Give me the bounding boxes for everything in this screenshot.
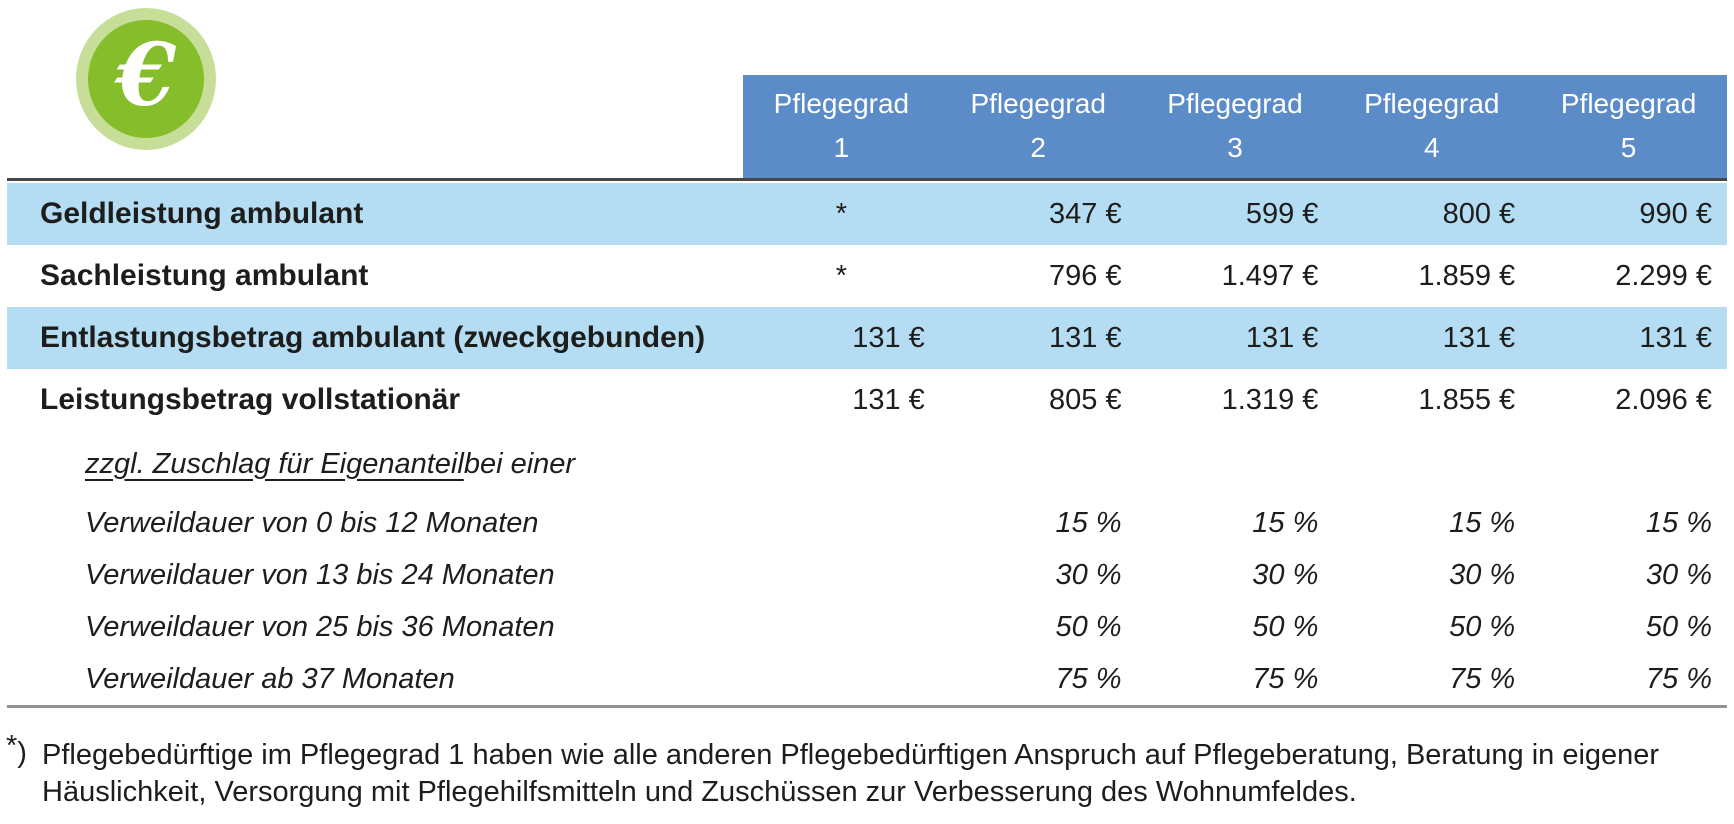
bottom-divider-line <box>7 705 1727 708</box>
table-header-row <box>7 75 1727 178</box>
value-cell: 2.096 € <box>1615 383 1712 416</box>
value-cell: 50 % <box>1449 610 1516 643</box>
column-header-number: 3 <box>1227 132 1243 163</box>
value-cell: 75 % <box>1645 662 1712 695</box>
row-label: Sachleistung ambulant <box>40 259 369 292</box>
value-cell: 15 % <box>1252 506 1319 539</box>
column-header-title: Pflegegrad <box>970 88 1106 119</box>
column-header-number: 1 <box>833 132 850 163</box>
value-cell: 131 € <box>1049 321 1122 354</box>
value-cell: 50 % <box>1252 610 1319 643</box>
column-header-pflegegrad-4 <box>1333 75 1530 178</box>
value-cell: 15 % <box>1449 506 1516 539</box>
footnote-line-2: Häuslichkeit, Versorgung mit Pflegehilfsmitteln und Zuschüssen zur Verbesserung des Wohnumfeldes. <box>42 776 1357 808</box>
column-header-title: Pflegegrad <box>1167 88 1303 119</box>
table-row-sachleistung <box>7 245 1727 307</box>
header-spacer <box>7 75 743 178</box>
column-header-title: Pflegegrad <box>1364 88 1500 119</box>
value-cell: 599 € <box>1245 197 1319 230</box>
value-cell: 50 % <box>1055 610 1122 643</box>
column-header-pflegegrad-1 <box>743 75 940 178</box>
row-label: Verweildauer ab 37 Monaten <box>85 662 455 695</box>
table-row-geldleistung <box>7 183 1727 245</box>
euro-symbol: € <box>116 24 176 126</box>
column-header-pflegegrad-3 <box>1137 75 1334 178</box>
value-cell: 50 % <box>1645 610 1712 643</box>
surcharge-intro-label <box>7 431 1727 497</box>
value-cell: 75 % <box>1055 662 1122 695</box>
value-cell: 131 € <box>852 321 925 354</box>
footnote-line-1: Pflegebedürftige im Pflegegrad 1 haben wie alle anderen Pflegebedürftigen Anspruch auf Pflegeberatung, Beratung in eigener <box>42 739 1660 771</box>
table-row-verweildauer-ab-37 <box>7 653 1727 705</box>
column-header-number: 5 <box>1620 132 1637 163</box>
footnote-asterisk: * <box>6 730 18 762</box>
value-cell: 347 € <box>1049 197 1122 230</box>
value-cell: * <box>835 259 848 292</box>
value-cell: 2.299 € <box>1615 259 1712 292</box>
row-label: Leistungsbetrag vollstationär <box>40 383 461 416</box>
value-cell: 1.855 € <box>1418 383 1516 416</box>
surcharge-intro-row <box>7 431 1727 497</box>
footnote-marker <box>6 730 42 811</box>
footnote-paren: ) <box>17 737 27 769</box>
table-row-verweildauer-0-12 <box>7 497 1727 549</box>
value-cell: 30 % <box>1252 558 1319 591</box>
value-cell: 30 % <box>1449 558 1516 591</box>
column-header-pflegegrad-2 <box>940 75 1137 178</box>
row-label: Verweildauer von 25 bis 36 Monaten <box>85 610 555 643</box>
value-cell: 805 € <box>1049 383 1122 416</box>
value-cell: 131 € <box>1442 321 1516 354</box>
column-header-title: Pflegegrad <box>773 88 910 119</box>
value-cell: 1.319 € <box>1221 383 1319 416</box>
value-cell: 1.859 € <box>1418 259 1516 292</box>
value-cell: 30 % <box>1645 558 1712 591</box>
row-label: Entlastungsbetrag ambulant (zweckgebunden) <box>40 321 706 354</box>
table-row-verweildauer-25-36 <box>7 601 1727 653</box>
column-header-number: 2 <box>1030 132 1046 163</box>
value-cell <box>743 601 940 653</box>
benefits-table <box>7 75 1727 708</box>
table-row-verweildauer-13-24 <box>7 549 1727 601</box>
value-cell: 75 % <box>1449 662 1516 695</box>
value-cell: 15 % <box>1645 506 1712 539</box>
column-header-pflegegrad-5 <box>1530 75 1727 178</box>
value-cell: 75 % <box>1252 662 1319 695</box>
value-cell: 800 € <box>1442 197 1516 230</box>
value-cell: 131 € <box>1639 321 1712 354</box>
value-cell: 1.497 € <box>1221 259 1319 292</box>
value-cell: 15 % <box>1055 506 1122 539</box>
value-cell <box>743 497 940 549</box>
value-cell: 30 % <box>1055 558 1122 591</box>
table-row-leistungsbetrag <box>7 369 1727 431</box>
value-cell: 990 € <box>1639 197 1712 230</box>
value-cell <box>743 653 940 705</box>
value-cell: 131 € <box>1245 321 1319 354</box>
footnote-text <box>42 737 1659 811</box>
value-cell <box>743 549 940 601</box>
value-cell: * <box>835 197 848 230</box>
value-cell: 796 € <box>1049 259 1122 292</box>
column-header-title: Pflegegrad <box>1560 88 1697 119</box>
surcharge-intro-rest: bei einer <box>463 447 576 480</box>
row-label: Geldleistung ambulant <box>40 197 364 230</box>
footnote <box>6 730 1716 811</box>
row-label: Verweildauer von 0 bis 12 Monaten <box>85 506 539 539</box>
row-label: Verweildauer von 13 bis 24 Monaten <box>85 558 555 591</box>
value-cell: 131 € <box>852 383 925 416</box>
surcharge-intro-underlined: zzgl. Zuschlag für Eigenanteil <box>85 447 464 480</box>
column-header-number: 4 <box>1424 132 1440 163</box>
table-row-entlastungsbetrag <box>7 307 1727 369</box>
